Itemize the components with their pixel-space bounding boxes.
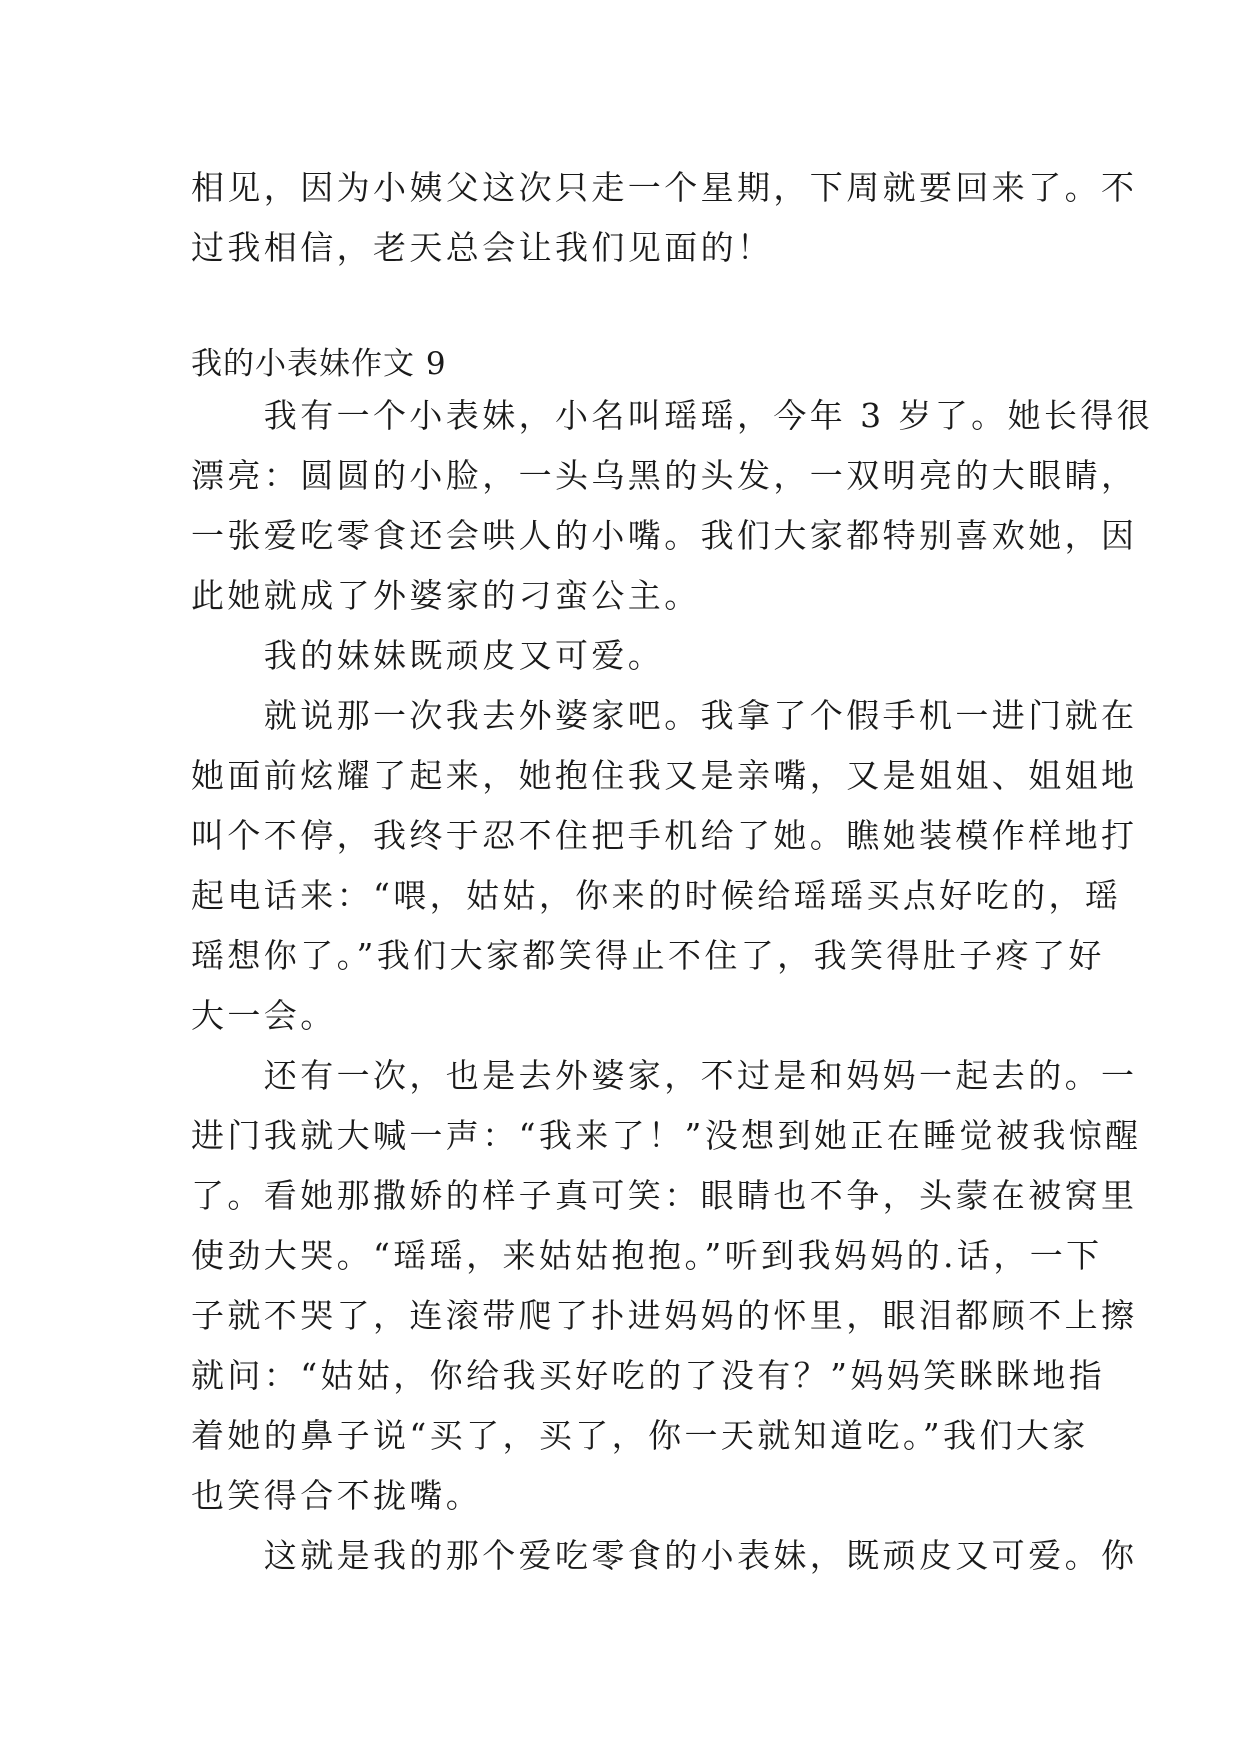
previous-section-text	[191, 158, 1138, 278]
text-line: 过我相信，老天总会让我们见面的！	[191, 228, 774, 267]
essay-body	[191, 386, 1154, 1586]
text-line: 我的妹妹既顽皮又可爱。	[191, 636, 665, 675]
text-line: 也笑得合不拢嘴。	[191, 1476, 483, 1515]
text-line: 瑶想你了。”我们大家都笑得止不住了，我笑得肚子疼了好	[191, 936, 1105, 975]
text-line: 叫个不停，我终于忍不住把手机给了她。瞧她装模作样地打	[191, 816, 1138, 855]
text-line: 使劲大哭。“瑶瑶，来姑姑抱抱。”听到我妈妈的.话，一下	[191, 1236, 1103, 1275]
text-line: 我有一个小表妹，小名叫瑶瑶，今年 3 岁了。她长得很	[191, 396, 1154, 435]
text-line: 她面前炫耀了起来，她抱住我又是亲嘴，又是姐姐、姐姐地	[191, 756, 1138, 795]
text-line: 就说那一次我去外婆家吧。我拿了个假手机一进门就在	[191, 696, 1138, 735]
text-line: 子就不哭了，连滚带爬了扑进妈妈的怀里，眼泪都顾不上擦	[191, 1296, 1138, 1335]
text-line: 大一会。	[191, 996, 337, 1035]
text-line: 一张爱吃零食还会哄人的小嘴。我们大家都特别喜欢她，因	[191, 516, 1138, 555]
text-line: 此她就成了外婆家的刁蛮公主。	[191, 576, 701, 615]
text-line: 这就是我的那个爱吃零食的小表妹，既顽皮又可爱。你	[191, 1536, 1138, 1575]
text-line: 起电话来：“喂，姑姑，你来的时候给瑶瑶买点好吃的，瑶	[191, 876, 1122, 915]
text-line: 进门我就大喊一声：“我来了！”没想到她正在睡觉被我惊醒	[191, 1116, 1142, 1155]
text-line: 着她的鼻子说“买了，买了，你一天就知道吃。”我们大家	[191, 1416, 1089, 1455]
text-line: 漂亮：圆圆的小脸，一头乌黑的头发，一双明亮的大眼睛，	[191, 456, 1138, 495]
text-line: 就问：“姑姑，你给我买好吃的了没有？”妈妈笑眯眯地指	[191, 1356, 1106, 1395]
text-line: 还有一次，也是去外婆家，不过是和妈妈一起去的。一	[191, 1056, 1138, 1095]
essay-title: 我的小表妹作文 9	[191, 346, 447, 382]
text-line: 了。看她那撒娇的样子真可笑：眼睛也不争，头蒙在被窝里	[191, 1176, 1138, 1215]
text-line: 相见，因为小姨父这次只走一个星期，下周就要回来了。不	[191, 168, 1138, 207]
